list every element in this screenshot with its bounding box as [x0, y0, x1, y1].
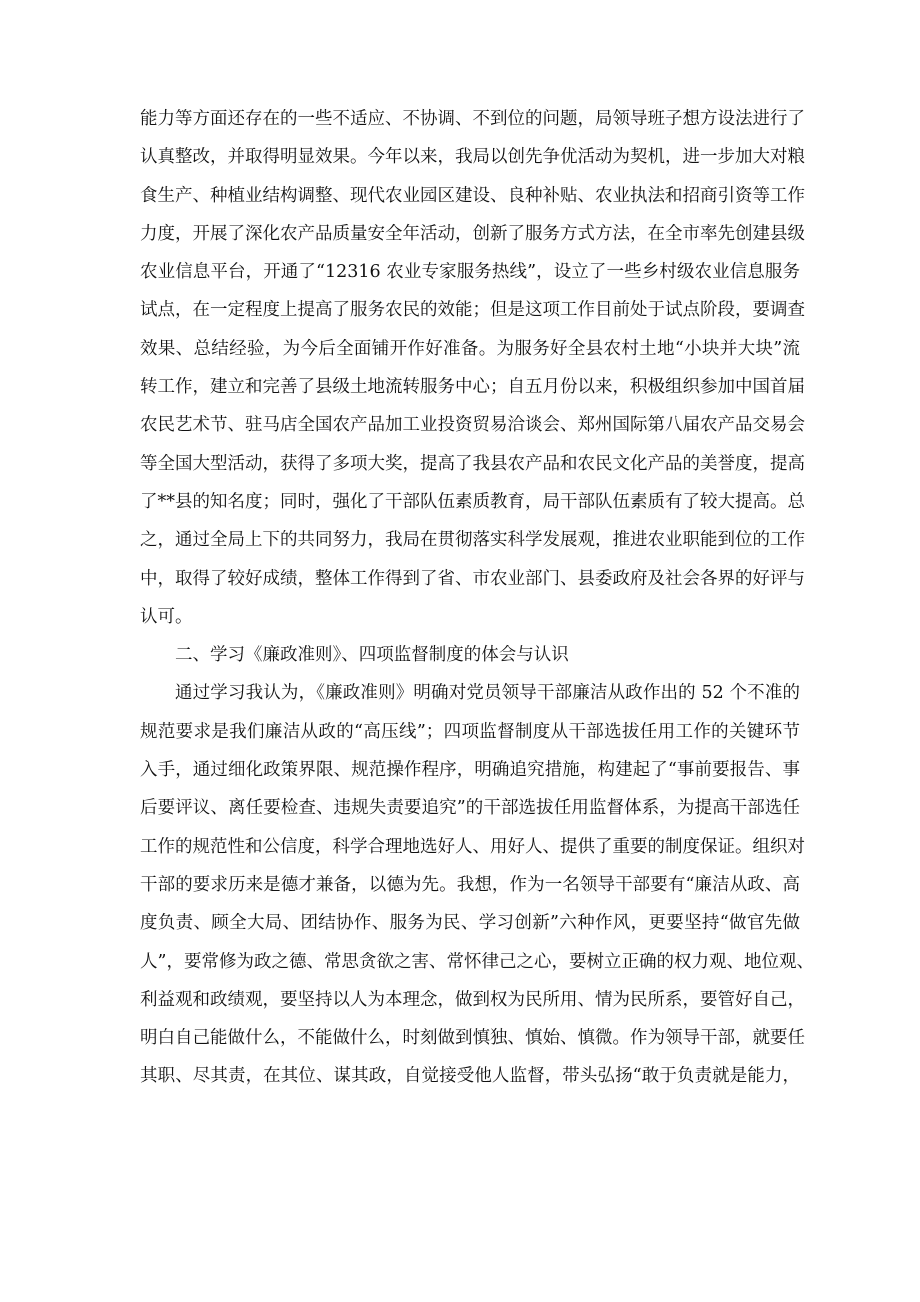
paragraph-1 — [140, 100, 805, 636]
paragraph-line: 转工作，建立和完善了县级土地流转服务中心；自五月份以来，积极组织参加中国首届 — [140, 377, 805, 398]
paragraph-line: 认可。 — [140, 606, 193, 627]
paragraph-line: 认真整改，并取得明显效果。今年以来，我局以创先争优活动为契机，进一步加大对粮 — [140, 147, 805, 168]
paragraph-line: 通过学习我认为，《廉政准则》明确对党员领导干部廉洁从政作出的 52 个不准的 — [175, 683, 800, 704]
paragraph-line: 明白自己能做什么，不能做什么，时刻做到慎独、慎始、慎微。作为领导干部，就要任 — [140, 1028, 805, 1049]
paragraph-line: 入手，通过细化政策界限、规范操作程序，明确追究措施，构建起了“事前要报告、事 — [140, 760, 800, 781]
paragraph-line: 度负责、顾全大局、团结协作、服务为民、学习创新”六种作风，更要坚持“做官先做 — [140, 913, 800, 934]
paragraph-line: 人”，要常修为政之德、常思贪欲之害、常怀律己之心，要树立正确的权力观、地位观、 — [140, 951, 814, 972]
paragraph-line: 农民艺术节、驻马店全国农产品加工业投资贸易洽谈会、郑州国际第八届农产品交易会 — [140, 415, 805, 436]
paragraph-line: 能力等方面还存在的一些不适应、不协调、不到位的问题，局领导班子想方设法进行了 — [140, 109, 805, 129]
paragraph-line: 效果、总结经验，为今后全面铺开作好准备。为服务好全县农村土地“小块并大块”流 — [140, 338, 800, 359]
paragraph-line: 中，取得了较好成绩，整体工作得到了省、市农业部门、县委政府及社会各界的好评与 — [140, 568, 805, 589]
paragraph-line: 干部的要求历来是德才兼备，以德为先。我想，作为一名领导干部要有“廉洁从政、高 — [140, 874, 800, 895]
section-heading: 二、学习《廉政准则》、四项监督制度的体会与认识 — [175, 645, 569, 666]
paragraph-line: 规范要求是我们廉洁从政的“高压线”；四项监督制度从干部选拔任用工作的关键环节 — [140, 721, 800, 742]
paragraph-line: 了**县的知名度；同时，强化了干部队伍素质教育，局干部队伍素质有了较大提高。总 — [140, 491, 805, 512]
paragraph-2 — [140, 674, 814, 1095]
paragraph-line: 等全国大型活动，获得了多项大奖，提高了我县农产品和农民文化产品的美誉度，提高 — [140, 453, 805, 474]
paragraph-line: 其职、尽其责，在其位、谋其政，自觉接受他人监督，带头弘扬“敢于负责就是能力， — [140, 1066, 800, 1087]
paragraph-line: 力度，开展了深化农产品质量安全年活动，创新了服务方式方法，在全市率先创建县级 — [140, 223, 805, 244]
paragraph-line: 之，通过全局上下的共同努力，我局在贯彻落实科学发展观，推进农业职能到位的工作 — [140, 530, 805, 551]
document-body — [140, 100, 814, 1096]
paragraph-line: 工作的规范性和公信度，科学合理地选好人、用好人、提供了重要的制度保证。组织对 — [140, 836, 805, 857]
paragraph-line: 试点，在一定程度上提高了服务农民的效能；但是这项工作目前处于试点阶段，要调查 — [140, 300, 805, 321]
paragraph-line: 食生产、种植业结构调整、现代农业园区建设、良种补贴、农业执法和招商引资等工作 — [140, 185, 805, 206]
paragraph-line: 农业信息平台，开通了“12316 农业专家服务热线”，设立了一些乡村级农业信息服务 — [140, 262, 800, 283]
paragraph-line: 利益观和政绩观，要坚持以人为本理念，做到权为民所用、情为民所系，要管好自己， — [140, 989, 805, 1010]
paragraph-line: 后要评议、离任要检查、违规失责要追究”的干部选拔任用监督体系，为提高干部选任 — [140, 798, 800, 819]
